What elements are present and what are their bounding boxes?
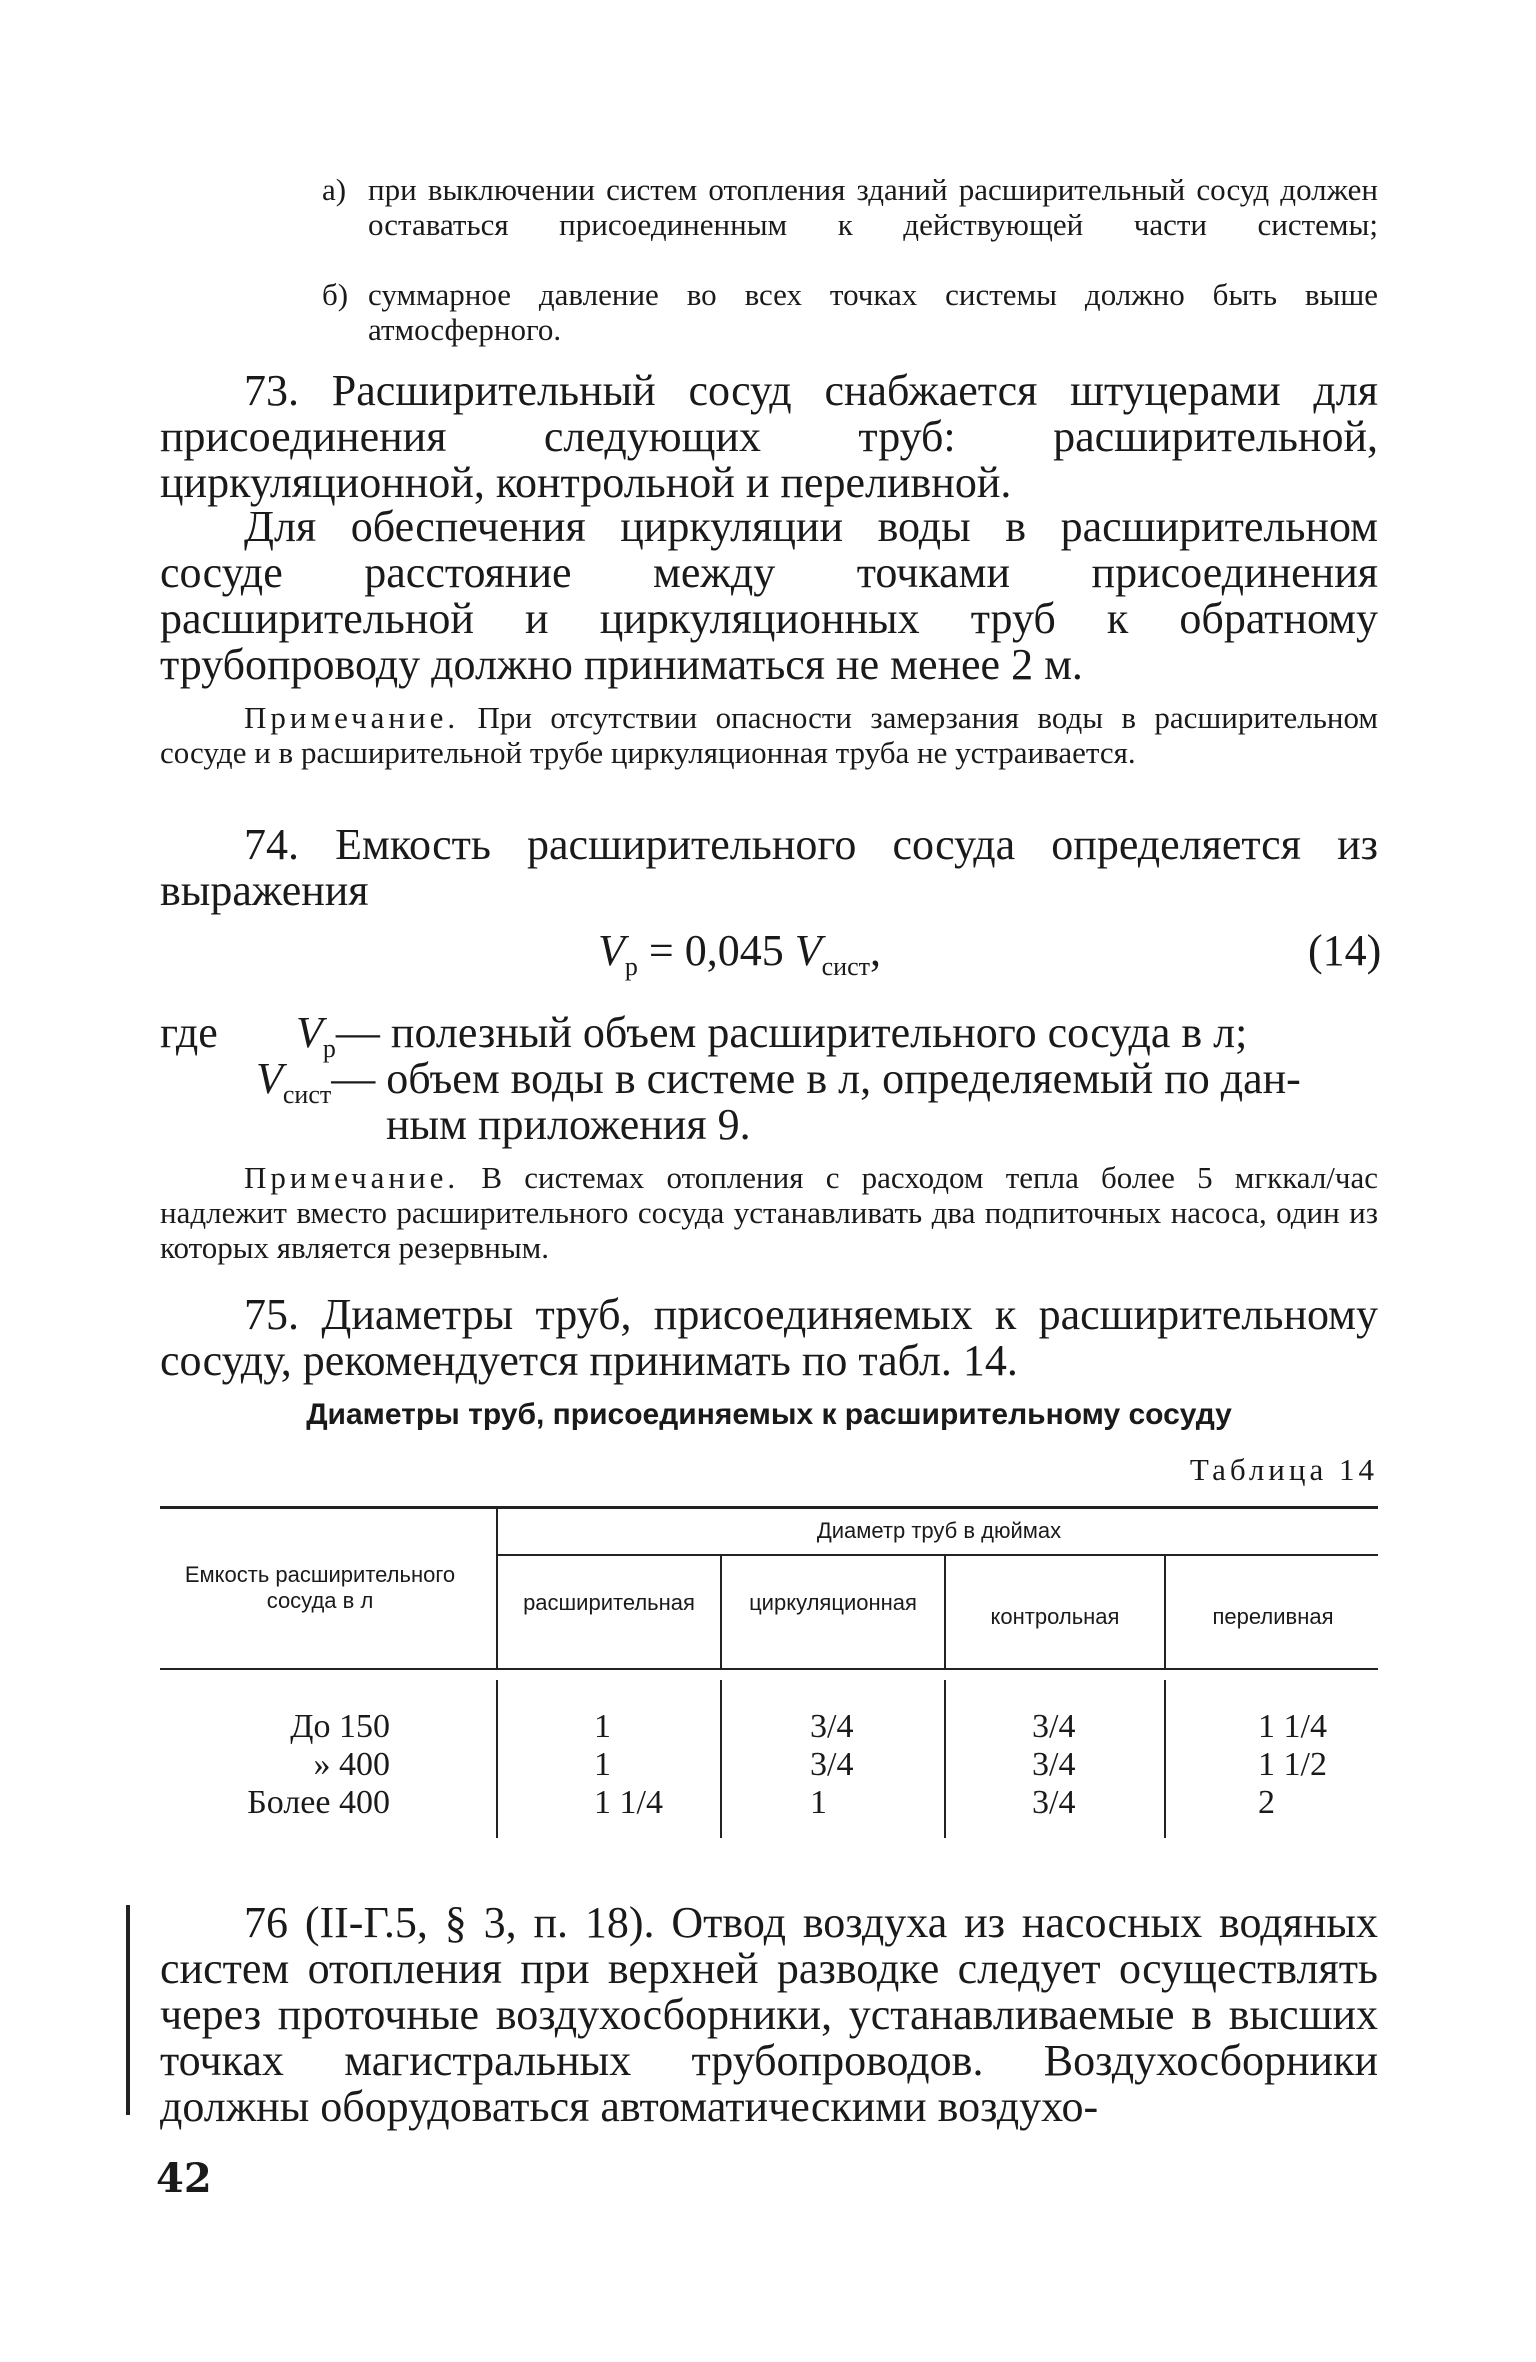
- list-item-text: при выключении систем отопления зданий расширительный сосуд должен оставаться присоединенным к действующей части системы;: [368, 172, 1378, 242]
- formula-coefficient: = 0,045: [648, 926, 784, 975]
- table-header-group: Диаметр труб в дюймах: [816, 1518, 1062, 1543]
- table-label: Таблица 14: [1189, 1452, 1378, 1487]
- where-text: — объем воды в системе в л, определяемый по дан-: [331, 1054, 1301, 1103]
- table-top-rule: [160, 1506, 1378, 1509]
- table-caption: Диаметры труб, присоединяемых к расширительному сосуду: [306, 1398, 1232, 1431]
- table-divider: [496, 1508, 498, 1668]
- note-1: [160, 700, 1378, 770]
- table-divider: [1164, 1680, 1166, 1838]
- table-header-capacity: Емкость расширительного сосуда в л: [184, 1562, 456, 1613]
- table-cell: 1 1/4: [1258, 1708, 1327, 1745]
- table-header-circulation: циркуляционная: [749, 1590, 917, 1615]
- page-number: 42: [156, 2155, 212, 2202]
- table-header-control: контрольная: [990, 1604, 1120, 1629]
- formula-symbol: V: [794, 926, 822, 975]
- table-cell: 1 1/2: [1258, 1746, 1327, 1783]
- table-cell: 1 1/4: [594, 1784, 663, 1821]
- where-text: — полезный объем расширительного сосуда в л;: [335, 1008, 1248, 1057]
- table-header-rule: [160, 1668, 1378, 1670]
- note-text: В системах отопления с расходом тепла более 5 мгккал/час надлежит вместо расширительного сосуда устанавливать два подпиточных насоса, один из которых является резервным.: [160, 1160, 1379, 1265]
- where-word: где: [160, 1008, 218, 1057]
- table-cell: 2: [1258, 1784, 1275, 1821]
- formula-comma: ,: [869, 926, 881, 975]
- formula-subscript: р: [322, 1033, 336, 1063]
- note-text: При отсутствии опасности замерзания воды в расширительном сосуде и в расширительной трубе циркуляционная труба не устраивается.: [160, 700, 1379, 770]
- table-divider: [944, 1680, 946, 1838]
- table-cell: 1: [594, 1708, 611, 1745]
- formula-number: (14): [1308, 926, 1382, 975]
- formula-symbol: V: [296, 1008, 323, 1057]
- formula-subscript: р: [624, 951, 638, 981]
- table-group-rule: [498, 1554, 1378, 1556]
- table-cell: 1: [594, 1746, 611, 1783]
- formula-subscript: сист: [821, 951, 870, 981]
- table-header-expansion: расширительная: [523, 1590, 695, 1615]
- margin-change-bar: [126, 1905, 130, 2115]
- formula-14: [598, 928, 881, 990]
- note-label: Примечание.: [244, 700, 460, 735]
- table-divider: [1164, 1556, 1166, 1668]
- note-2: [160, 1160, 1378, 1265]
- table-header-overflow: переливная: [1212, 1604, 1334, 1629]
- formula-symbol: V: [256, 1054, 283, 1103]
- formula-subscript: сист: [282, 1079, 332, 1109]
- list-item-label: а): [322, 172, 347, 207]
- table-cell: 3/4: [810, 1708, 854, 1745]
- table-cell: 1: [810, 1784, 827, 1821]
- list-item-b: [322, 277, 1378, 347]
- table-cell: 3/4: [1032, 1784, 1076, 1821]
- table-cell-capacity: Более 400: [247, 1784, 390, 1821]
- where-line-3: ным приложения 9.: [386, 1100, 751, 1149]
- table-divider: [496, 1680, 498, 1838]
- table-cell-capacity: » 400: [313, 1746, 390, 1783]
- note-label: Примечание.: [244, 1160, 460, 1195]
- formula-symbol: V: [598, 926, 625, 975]
- table-divider: [720, 1556, 722, 1668]
- table-cell: 3/4: [810, 1746, 854, 1783]
- table-divider: [944, 1556, 946, 1668]
- list-item-label: б): [322, 277, 349, 312]
- list-item-text: суммарное давление во всех точках системы должно быть выше атмосферного.: [368, 277, 1378, 347]
- paragraph-74: 74. Емкость расширительного сосуда определяется из выражения: [160, 820, 1378, 915]
- table-cell-capacity: До 150: [290, 1708, 390, 1745]
- table-divider: [720, 1680, 722, 1838]
- paragraph-75: 75. Диаметры труб, присоединяемых к расширительному сосуду, рекомендуется принимать по табл. 14.: [160, 1290, 1378, 1385]
- paragraph-73-continued: Для обеспечения циркуляции воды в расширительном сосуде расстояние между точками присоединения расширительной и циркуляционных труб к обратному трубопроводу должно приниматься не менее 2 м.: [160, 502, 1378, 689]
- table-cell: 3/4: [1032, 1746, 1076, 1783]
- paragraph-76: 76 (II-Г.5, § 3, п. 18). Отвод воздуха из насосных водяных систем отопления при верхней разводке следует осуществлять через проточные воздухосборники, устанавливаемые в высших точках магистральных трубопроводов. Воздухосборники должны оборудоваться автоматическими воздухо-: [160, 1898, 1378, 2131]
- table-cell: 3/4: [1032, 1708, 1076, 1745]
- list-item-a: [322, 172, 1378, 242]
- paragraph-73: 73. Расширительный сосуд снабжается штуцерами для присоединения следующих труб: расширительной, циркуляционной, контрольной и переливной.: [160, 366, 1378, 507]
